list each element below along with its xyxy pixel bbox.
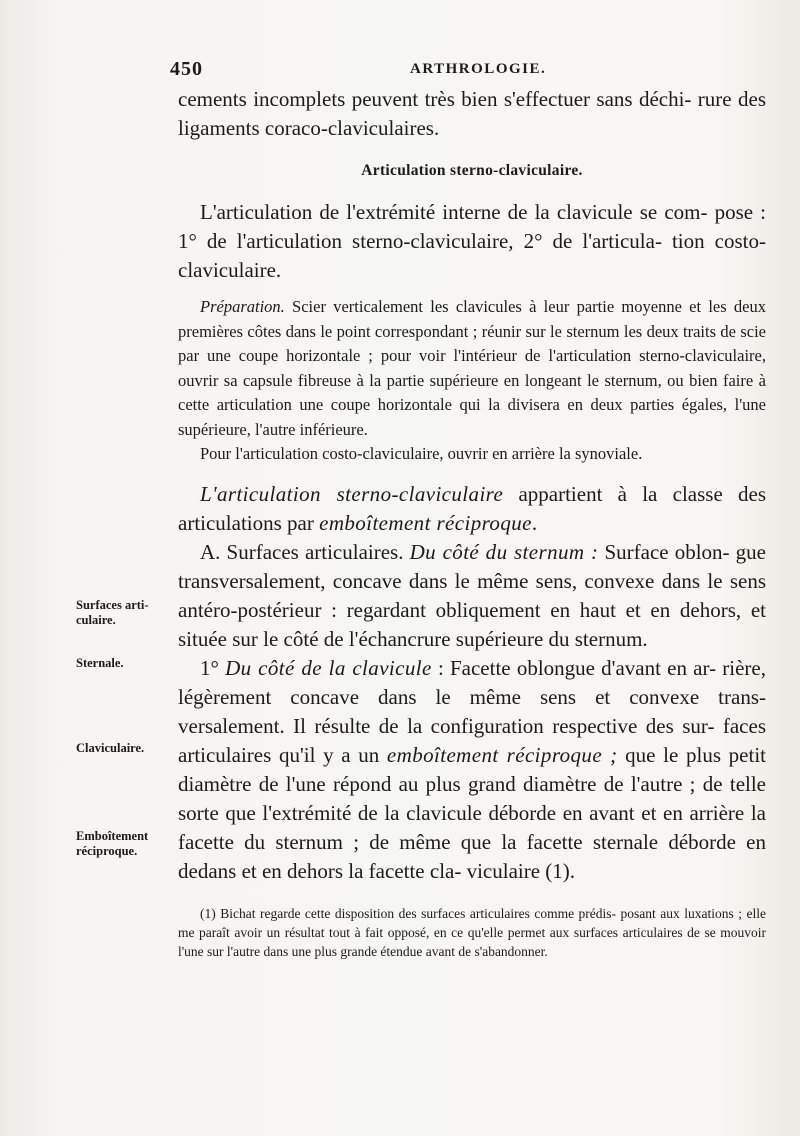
italic-term: Du côté de la clavicule bbox=[225, 655, 432, 680]
page-header bbox=[170, 58, 760, 80]
page-number: 450 bbox=[170, 58, 203, 80]
paragraph-text: Surface oblon- gue transversalement, concave dans le même sens, convexe dans le sens antéro-postérieur : regardant obliquement en haut et en dehors, et située sur le côté de l'échancrure supérieure du sternum. bbox=[178, 539, 766, 651]
paragraph-text: 1° bbox=[200, 655, 226, 680]
page-body bbox=[178, 85, 766, 961]
margin-note-sternale: Sternale. bbox=[76, 656, 124, 670]
paragraph-preparation bbox=[178, 295, 766, 442]
paragraph-text: appartient à la classe des articulations par bbox=[178, 481, 766, 535]
margin-notes bbox=[0, 0, 176, 1136]
italic-term: emboîtement réciproque bbox=[319, 510, 532, 535]
paragraph-continuation: cements incomplets peuvent très bien s'effectuer sans déchi- rure des ligaments coraco-claviculaires. bbox=[178, 87, 766, 140]
paragraph-clavicule bbox=[178, 654, 766, 886]
italic-term: Du côté du sternum : bbox=[409, 539, 599, 564]
italic-term: emboîtement réciproque ; bbox=[386, 742, 618, 767]
italic-term: L'articulation sterno-claviculaire bbox=[200, 481, 504, 506]
preparation-label: Préparation. bbox=[200, 297, 285, 316]
preparation-text: Scier verticalement les clavicules à leur partie moyenne et les deux premières côtes dans le point correspondant ; réunir sur le sternum les deux traits de scie par une coupe horizontale ; pour voir l'intérieur de l'articulation sterno-claviculaire, ouvrir sa capsule fibreuse à la partie supérieure en longeant le sternum, ou bien faire à cette articulation une coupe horizontale qui la divisera en deux parties égales, l'une supérieure, l'autre inférieure. bbox=[178, 297, 766, 439]
footnote: (1) Bichat regarde cette disposition des surfaces articulaires comme prédis- posant aux luxations ; elle me paraît avoir un résultat tout à fait opposé, en ce qu'elle permet aux surfaces articulaires de se mouvoir l'une sur l'autre dans une plus grande étendue avant de s'abandonner. bbox=[178, 905, 766, 959]
margin-note-surfaces: Surfaces arti- culaire. bbox=[76, 598, 149, 627]
paragraph-intro: L'articulation de l'extrémité interne de la clavicule se com- pose : 1° de l'articulation sterno-claviculaire, 2° de l'articula- tion costo-claviculaire. bbox=[178, 200, 766, 282]
margin-note-emboitement: Emboîtement réciproque. bbox=[76, 829, 149, 858]
margin-note-claviculaire: Claviculaire. bbox=[76, 741, 145, 755]
paragraph-text: que le plus petit diamètre de l'une répond au plus grand diamètre de l'autre ; de telle sorte que l'extrémité de la clavicule déborde en avant et en arrière la facette du sternum ; de même que la facette sternale déborde en dedans et en dehors la facette cla- viculaire (1). bbox=[178, 742, 766, 883]
paragraph-text: : Facette oblongue d'avant en ar- rière, légèrement concave dans le même sens et convexe trans- versalement. Il résulte de la configuration respective des sur- faces articulaires qu'il y a un bbox=[178, 655, 766, 767]
paragraph-classification bbox=[178, 480, 766, 538]
paragraph-surfaces bbox=[178, 538, 766, 654]
paragraph-text: . bbox=[531, 510, 538, 535]
section-title: Articulation sterno-claviculaire. bbox=[361, 162, 583, 179]
running-head: ARTHROLOGIE. bbox=[410, 61, 547, 77]
paragraph-text: A. Surfaces articulaires. bbox=[200, 539, 410, 564]
paragraph-preparation-2: Pour l'articulation costo-claviculaire, ouvrir en arrière la synoviale. bbox=[200, 444, 643, 463]
